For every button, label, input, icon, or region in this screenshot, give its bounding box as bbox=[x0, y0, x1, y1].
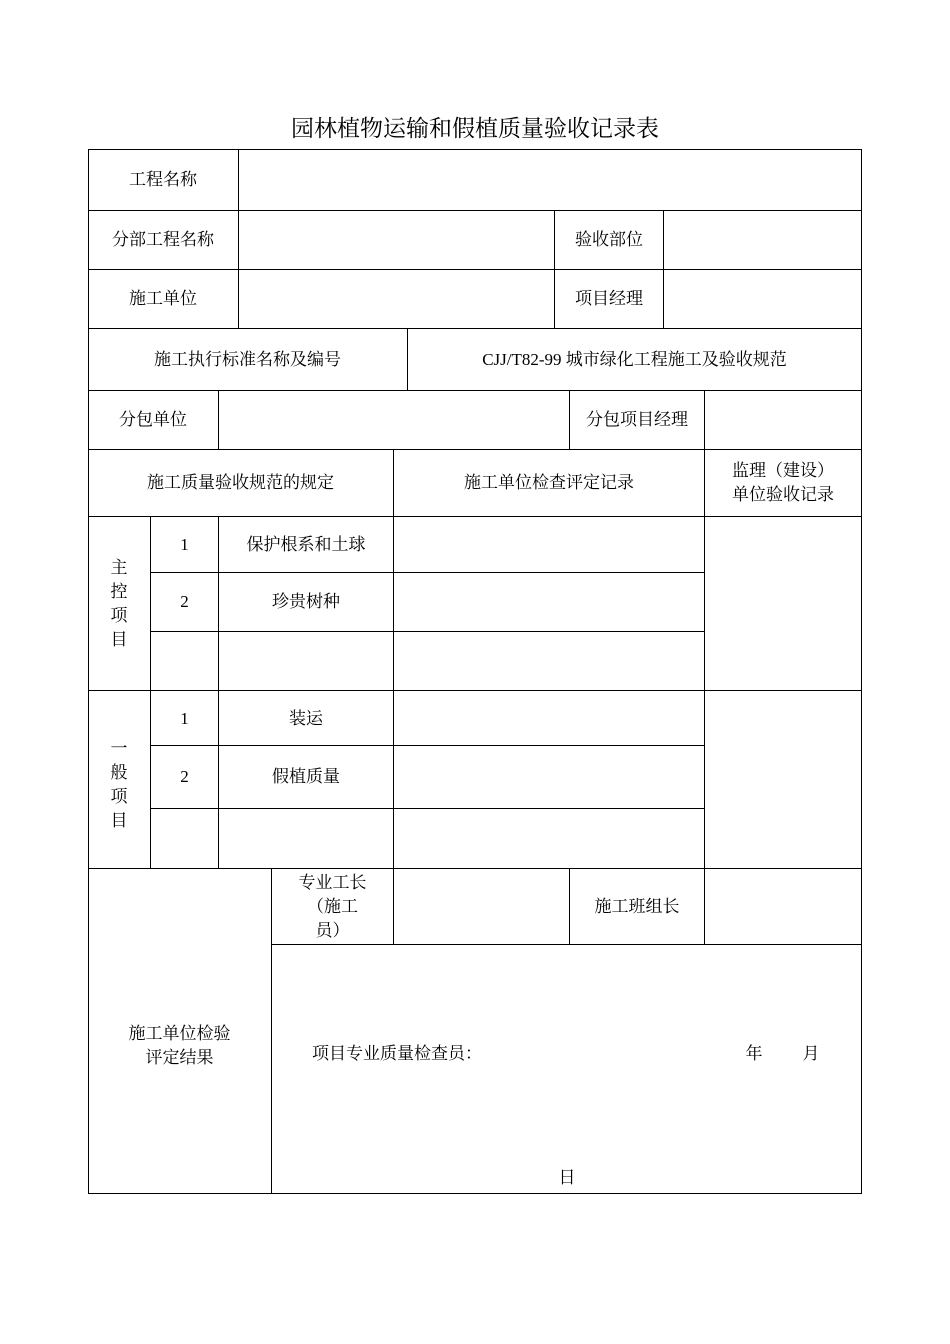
contractor-field[interactable] bbox=[239, 270, 554, 328]
general-item-1-name: 装运 bbox=[289, 709, 323, 729]
team-leader-label: 施工班组长 bbox=[594, 896, 680, 917]
general-item-3-record[interactable] bbox=[394, 809, 704, 868]
acceptance-part-label: 验收部位 bbox=[575, 230, 643, 250]
general-item-3-name bbox=[219, 809, 393, 868]
general-item-1-record[interactable] bbox=[394, 691, 704, 745]
sub-project-field[interactable] bbox=[239, 211, 554, 269]
main-item-2-no: 2 bbox=[180, 592, 189, 611]
general-items-group-label: 一 般 项 目 bbox=[110, 738, 128, 831]
general-item-2-name: 假植质量 bbox=[272, 767, 340, 787]
contractor-record-column-header: 施工单位检查评定记录 bbox=[464, 473, 634, 493]
foreman-field[interactable] bbox=[394, 869, 569, 944]
project-manager-field[interactable] bbox=[664, 270, 861, 328]
year-label: 年 bbox=[745, 1044, 763, 1064]
main-items-supervisor-record[interactable] bbox=[705, 517, 861, 690]
main-item-1-record[interactable] bbox=[394, 517, 704, 572]
general-item-2-record[interactable] bbox=[394, 746, 704, 808]
subcontractor-field[interactable] bbox=[219, 391, 569, 449]
standard-label: 施工执行标准名称及编号 bbox=[154, 349, 341, 370]
result-label: 施工单位检验 评定结果 bbox=[128, 1024, 231, 1068]
general-item-1-no: 1 bbox=[180, 709, 189, 728]
contractor-label: 施工单位 bbox=[129, 289, 197, 309]
standard-value: CJJ/T82-99 城市绿化工程施工及验收规范 bbox=[482, 349, 787, 369]
supervisor-record-column-header: 监理（建设） 单位验收记录 bbox=[732, 461, 834, 505]
project-name-label: 工程名称 bbox=[129, 170, 197, 190]
acceptance-part-field[interactable] bbox=[664, 211, 861, 269]
sub-manager-field[interactable] bbox=[705, 391, 861, 449]
subcontractor-label: 分包单位 bbox=[119, 410, 187, 430]
main-item-2-record[interactable] bbox=[394, 573, 704, 631]
project-name-field[interactable] bbox=[239, 150, 861, 210]
general-item-3-no bbox=[151, 809, 218, 868]
page-title: 园林植物运输和假植质量验收记录表 bbox=[291, 116, 659, 142]
general-item-2-no: 2 bbox=[180, 767, 189, 786]
month-label: 月 bbox=[802, 1044, 820, 1064]
spec-column-header: 施工质量验收规范的规定 bbox=[147, 473, 334, 493]
sub-project-label: 分部工程名称 bbox=[112, 230, 214, 250]
inspector-label: 项目专业质量检查员： bbox=[312, 1044, 482, 1064]
main-items-group-label: 主 控 项 目 bbox=[110, 557, 128, 650]
main-item-1-name: 保护根系和土球 bbox=[246, 534, 366, 555]
sub-manager-label: 分包项目经理 bbox=[586, 410, 688, 430]
main-item-2-name: 珍贵树种 bbox=[272, 592, 340, 612]
main-item-3-name bbox=[219, 632, 393, 690]
main-item-1-no: 1 bbox=[180, 535, 189, 554]
day-label: 日 bbox=[558, 1168, 576, 1188]
main-item-3-no bbox=[151, 632, 218, 690]
foreman-label: 专业工长 （施工 员） bbox=[298, 872, 367, 941]
main-item-3-record[interactable] bbox=[394, 632, 704, 690]
project-manager-label: 项目经理 bbox=[575, 289, 643, 309]
general-items-supervisor-record[interactable] bbox=[705, 691, 861, 868]
team-leader-field[interactable] bbox=[705, 869, 861, 944]
